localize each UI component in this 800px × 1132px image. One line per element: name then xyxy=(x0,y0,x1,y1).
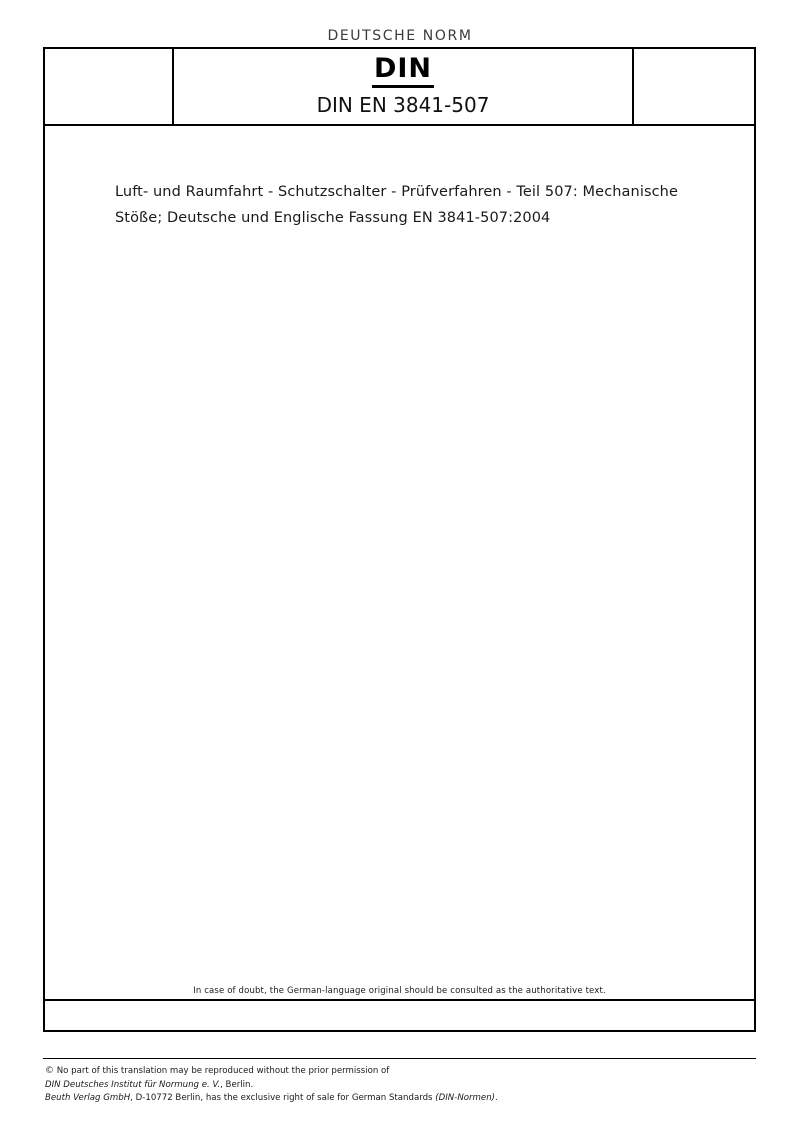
header-band xyxy=(45,49,754,126)
standard-number: DIN EN 3841-507 xyxy=(316,93,490,117)
footer-line-2 xyxy=(45,1079,758,1093)
footer-divider xyxy=(43,1058,756,1059)
footer-line-2-rest: , Berlin. xyxy=(220,1079,254,1090)
header-cell-left xyxy=(45,49,174,124)
standard-title: Luft- und Raumfahrt - Schutzschalter - Prüfverfahren - Teil 507: Mechanische Stöße; Deutsche und Englische Fassung EN 3841-507:2004 xyxy=(115,184,678,226)
footer-line-3-din-normen: (DIN-Normen) xyxy=(435,1093,495,1103)
footer-notice xyxy=(45,1065,758,1106)
copyright-icon: © xyxy=(45,1066,54,1076)
footer-line-3-end: . xyxy=(495,1093,498,1103)
footer-line-1 xyxy=(45,1065,758,1079)
header-cell-center xyxy=(174,49,634,124)
footer-line-3-rest: , D-10772 Berlin, has the exclusive right of sale for German Standards xyxy=(130,1093,436,1103)
footer-line-3-publisher: Beuth Verlag GmbH xyxy=(45,1093,131,1103)
footer-line-2-institute: DIN Deutsches Institut für Normung e. V. xyxy=(45,1079,221,1090)
deutsche-norm-heading: DEUTSCHE NORM xyxy=(327,28,473,44)
authoritative-text-note: In case of doubt, the German-language original should be consulted as the authoritative text. xyxy=(193,986,606,996)
footer-divider-inner xyxy=(45,999,754,1001)
footer-line-3 xyxy=(45,1092,758,1106)
standard-cover-frame xyxy=(43,47,756,1032)
footer-line-1-text: No part of this translation may be reproduced without the prior permission of xyxy=(56,1066,390,1076)
header-cell-right xyxy=(634,49,754,124)
din-logo xyxy=(174,55,632,83)
din-logo-text: DIN xyxy=(372,53,434,88)
